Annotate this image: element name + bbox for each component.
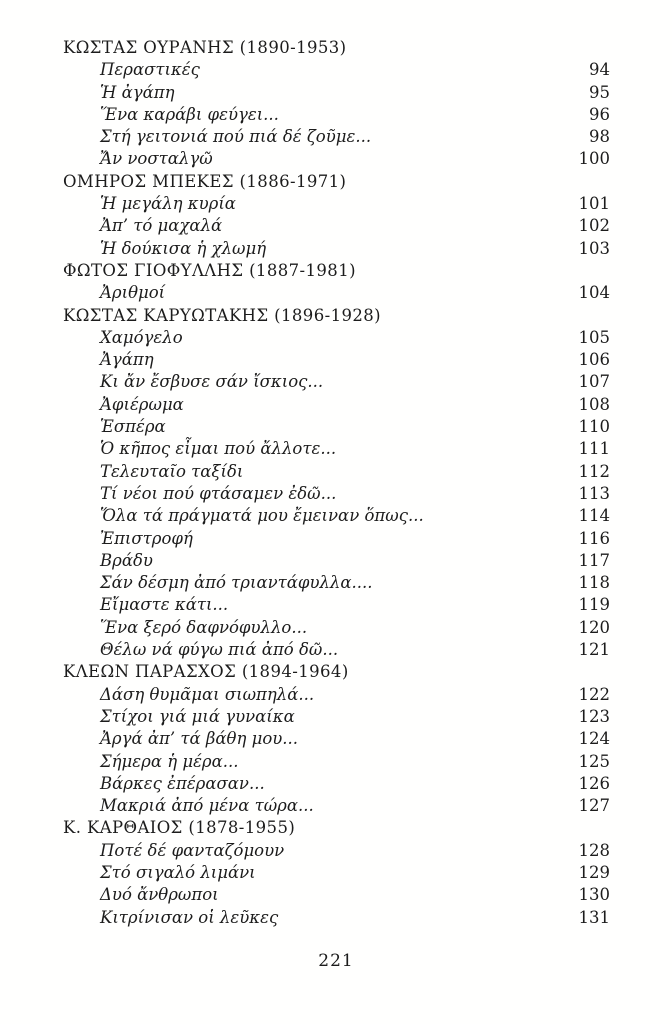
toc-entry-row xyxy=(63,371,610,393)
entry-title: Χαμόγελο xyxy=(100,327,183,347)
entry-page-number: 127 xyxy=(578,796,610,816)
folio-page-number: 221 xyxy=(318,951,354,971)
toc-entry-row xyxy=(63,572,610,594)
entry-title: Ἡ μεγάλη κυρία xyxy=(100,194,236,214)
section-author-heading: ΚΩΣΤΑΣ ΚΑΡΥΩΤΑΚΗΣ (1896-1928) xyxy=(63,305,382,325)
toc-entry-row xyxy=(63,461,610,483)
entry-page-number: 130 xyxy=(578,885,610,905)
entry-page-number: 111 xyxy=(578,439,610,459)
entry-title: Βράδυ xyxy=(100,550,153,570)
entry-page-number: 118 xyxy=(578,573,610,593)
toc-entry-row xyxy=(63,907,610,929)
entry-page-number: 95 xyxy=(589,82,610,102)
toc-entry-row xyxy=(63,617,610,639)
toc-entry-row xyxy=(63,327,610,349)
toc-entry-row xyxy=(63,639,610,661)
toc-entry-row xyxy=(63,840,610,862)
entry-title: Ἡ ἀγάπη xyxy=(100,82,175,102)
entry-page-number: 125 xyxy=(578,751,610,771)
entry-page-number: 102 xyxy=(578,216,610,236)
entry-page-number: 104 xyxy=(578,283,610,303)
entry-title: Ἀγάπη xyxy=(100,350,154,370)
toc-entry-row xyxy=(63,394,610,416)
entry-title: Ἑσπέρα xyxy=(100,417,166,437)
toc-entry-row xyxy=(63,104,610,126)
entry-page-number: 120 xyxy=(578,617,610,637)
entry-page-number: 117 xyxy=(578,550,610,570)
entry-page-number: 100 xyxy=(578,149,610,169)
entry-title: Δάση θυμᾶμαι σιωπηλά... xyxy=(100,684,315,704)
toc-entry-row xyxy=(63,349,610,371)
toc-entry-row xyxy=(63,528,610,550)
toc-entry-row xyxy=(63,706,610,728)
toc-entry-row xyxy=(63,483,610,505)
entry-title: Ἀργά ἀπ’ τά βάθη μου... xyxy=(100,729,299,749)
entry-title: Βάρκες ἐπέρασαν... xyxy=(100,773,265,793)
entry-title: Ἕνα καράβι φεύγει... xyxy=(100,104,279,124)
entry-page-number: 101 xyxy=(578,194,610,214)
entry-page-number: 96 xyxy=(589,104,610,124)
toc-entry-row xyxy=(63,594,610,616)
entry-page-number: 94 xyxy=(589,60,610,80)
toc-entry-row xyxy=(63,795,610,817)
entry-title: Ποτέ δέ φανταζόμουν xyxy=(100,840,285,860)
entry-page-number: 113 xyxy=(578,483,610,503)
entry-page-number: 114 xyxy=(578,506,610,526)
toc-entry-row xyxy=(63,550,610,572)
entry-page-number: 103 xyxy=(578,238,610,258)
entry-title: Ἀφιέρωμα xyxy=(100,394,184,414)
entry-page-number: 112 xyxy=(578,461,610,481)
page-footer xyxy=(0,951,672,971)
entry-page-number: 121 xyxy=(578,640,610,660)
section-author-heading: Κ. ΚΑΡΘΑΙΟΣ (1878-1955) xyxy=(63,818,296,838)
entry-title: Κιτρίνισαν οἱ λεῦκες xyxy=(100,907,279,927)
section-author-heading: ΦΩΤΟΣ ΓΙΟΦΥΛΛΗΣ (1887-1981) xyxy=(63,260,356,280)
entry-title: Κι ἄν ἔσβυσε σάν ἴσκιος... xyxy=(100,372,324,392)
entry-page-number: 105 xyxy=(578,327,610,347)
toc-entry-row xyxy=(63,59,610,81)
toc-entry-row xyxy=(63,193,610,215)
entry-page-number: 98 xyxy=(589,127,610,147)
entry-title: Εἴμαστε κάτι... xyxy=(100,595,229,615)
entry-page-number: 107 xyxy=(578,372,610,392)
entry-title: Ἄν νοσταλγῶ xyxy=(100,149,213,169)
entry-title: Σάν δέσμη ἀπό τριαντάφυλλα.... xyxy=(100,573,373,593)
toc-entry-row xyxy=(63,862,610,884)
toc-entry-row xyxy=(63,684,610,706)
toc-entry-row xyxy=(63,773,610,795)
entry-title: Σήμερα ἡ μέρα... xyxy=(100,751,239,771)
entry-page-number: 110 xyxy=(578,417,610,437)
entry-title: Ἡ δούκισα ἡ χλωμή xyxy=(100,238,267,258)
entry-title: Ἀπ’ τό μαχαλά xyxy=(100,216,223,236)
table-of-contents xyxy=(63,37,610,929)
entry-page-number: 122 xyxy=(578,684,610,704)
entry-title: Τί νέοι πού φτάσαμεν ἐδῶ... xyxy=(100,483,337,503)
entry-page-number: 131 xyxy=(578,907,610,927)
section-author-heading: ΚΛΕΩΝ ΠΑΡΑΣΧΟΣ (1894-1964) xyxy=(63,662,349,682)
toc-entry-row xyxy=(63,505,610,527)
entry-page-number: 123 xyxy=(578,706,610,726)
toc-entry-row xyxy=(63,215,610,237)
entry-title: Ἀριθμοί xyxy=(100,283,166,303)
toc-entry-row xyxy=(63,126,610,148)
toc-entry-row xyxy=(63,416,610,438)
entry-page-number: 124 xyxy=(578,729,610,749)
entry-title: Ὁ κῆπος εἶμαι πού ἄλλοτε... xyxy=(100,439,337,459)
entry-title: Δυό ἄνθρωποι xyxy=(100,885,219,905)
entry-page-number: 119 xyxy=(578,595,610,615)
entry-page-number: 116 xyxy=(578,528,610,548)
toc-entry-row xyxy=(63,438,610,460)
toc-entry-row xyxy=(63,751,610,773)
entry-title: Στή γειτονιά πού πιά δέ ζοῦμε... xyxy=(100,127,372,147)
entry-title: Ὅλα τά πράγματά μου ἔμειναν ὅπως... xyxy=(100,506,424,526)
entry-title: Τελευταῖο ταξίδι xyxy=(100,461,244,481)
toc-entry-row xyxy=(63,238,610,260)
entry-title: Ἐπιστροφή xyxy=(100,528,193,548)
entry-page-number: 129 xyxy=(578,862,610,882)
toc-entry-row xyxy=(63,884,610,906)
entry-page-number: 128 xyxy=(578,840,610,860)
toc-entry-row xyxy=(63,82,610,104)
entry-title: Ἕνα ξερό δαφνόφυλλο... xyxy=(100,617,308,637)
toc-entry-row xyxy=(63,282,610,304)
entry-title: Στό σιγαλό λιμάνι xyxy=(100,862,256,882)
entry-title: Μακριά ἀπό μένα τώρα... xyxy=(100,796,314,816)
entry-page-number: 106 xyxy=(578,350,610,370)
section-author-heading: ΟΜΗΡΟΣ ΜΠΕΚΕΣ (1886-1971) xyxy=(63,171,347,191)
section-author-heading: ΚΩΣΤΑΣ ΟΥΡΑΝΗΣ (1890-1953) xyxy=(63,38,347,57)
entry-page-number: 126 xyxy=(578,773,610,793)
entry-title: Στίχοι γιά μιά γυναίκα xyxy=(100,706,295,726)
entry-title: Περαστικές xyxy=(100,60,200,80)
toc-entry-row xyxy=(63,728,610,750)
toc-entry-row xyxy=(63,148,610,170)
entry-title: Θέλω νά φύγω πιά ἀπό δῶ... xyxy=(100,640,339,660)
entry-page-number: 108 xyxy=(578,394,610,414)
